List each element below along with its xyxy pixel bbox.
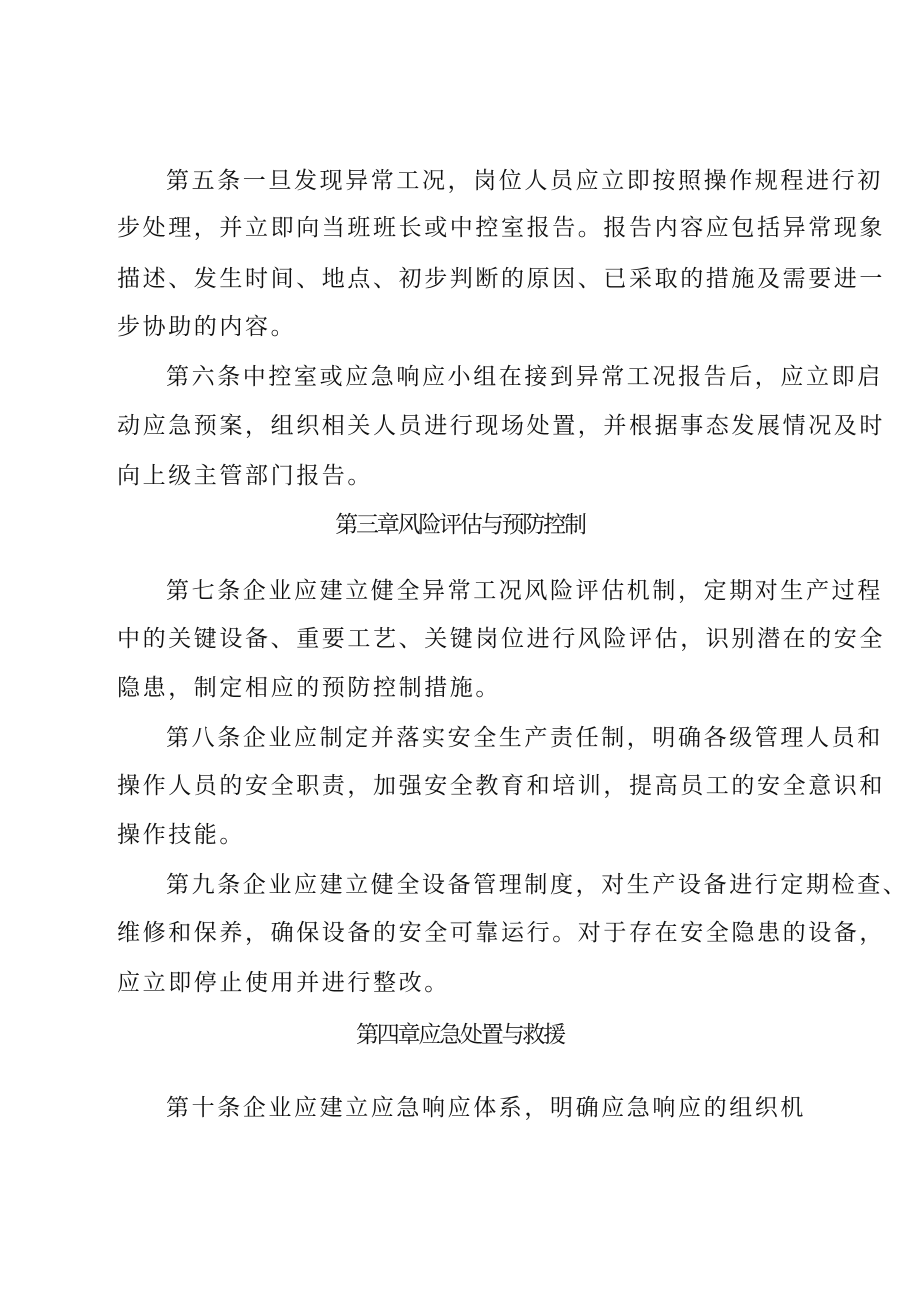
article-7-line-3: 隐患，制定相应的预防控制措施。 <box>117 675 501 701</box>
article-6-line-2: 动应急预案，组织相关人员进行现场处置，并根据事态发展情况及时 <box>117 413 885 439</box>
chapter-3-heading: 第三章风险评估与预防控制 <box>335 512 585 538</box>
article-7-line-1: 第七条企业应建立健全异常工况风险评估机制，定期对生产过程 <box>166 578 883 604</box>
article-10-line-1: 第十条企业应建立应急响应体系，明确应急响应的组织机 <box>166 1095 806 1121</box>
article-7-line-2: 中的关键设备、重要工艺、关键岗位进行风险评估，识别潜在的安全 <box>117 626 885 652</box>
article-6-line-3: 向上级主管部门报告。 <box>117 463 373 489</box>
article-8-line-1: 第八条企业应制定并落实安全生产责任制，明确各级管理人员和 <box>166 725 883 751</box>
article-5-line-2: 步处理，并立即向当班班长或中控室报告。报告内容应包括异常现象 <box>117 215 885 241</box>
article-9-line-1: 第九条企业应建立健全设备管理制度，对生产设备进行定期检查、 <box>166 872 909 898</box>
article-6-line-1: 第六条中控室或应急响应小组在接到异常工况报告后，应立即启 <box>166 364 883 390</box>
article-5-line-3: 描述、发生时间、地点、初步判断的原因、已采取的措施及需要进一 <box>117 266 885 292</box>
article-8-line-2: 操作人员的安全职责，加强安全教育和培训，提高员工的安全意识和 <box>117 773 885 799</box>
article-9-line-2: 维修和保养，确保设备的安全可靠运行。对于存在安全隐患的设备， <box>117 920 885 946</box>
article-5-line-4: 步协助的内容。 <box>117 314 297 340</box>
article-8-line-3: 操作技能。 <box>117 822 245 848</box>
article-9-line-3: 应立即停止使用并进行整改。 <box>117 970 450 996</box>
article-5-line-1: 第五条一旦发现异常工况，岗位人员应立即按照操作规程进行初 <box>166 168 883 194</box>
chapter-4-heading: 第四章应急处置与救援 <box>355 1022 564 1048</box>
